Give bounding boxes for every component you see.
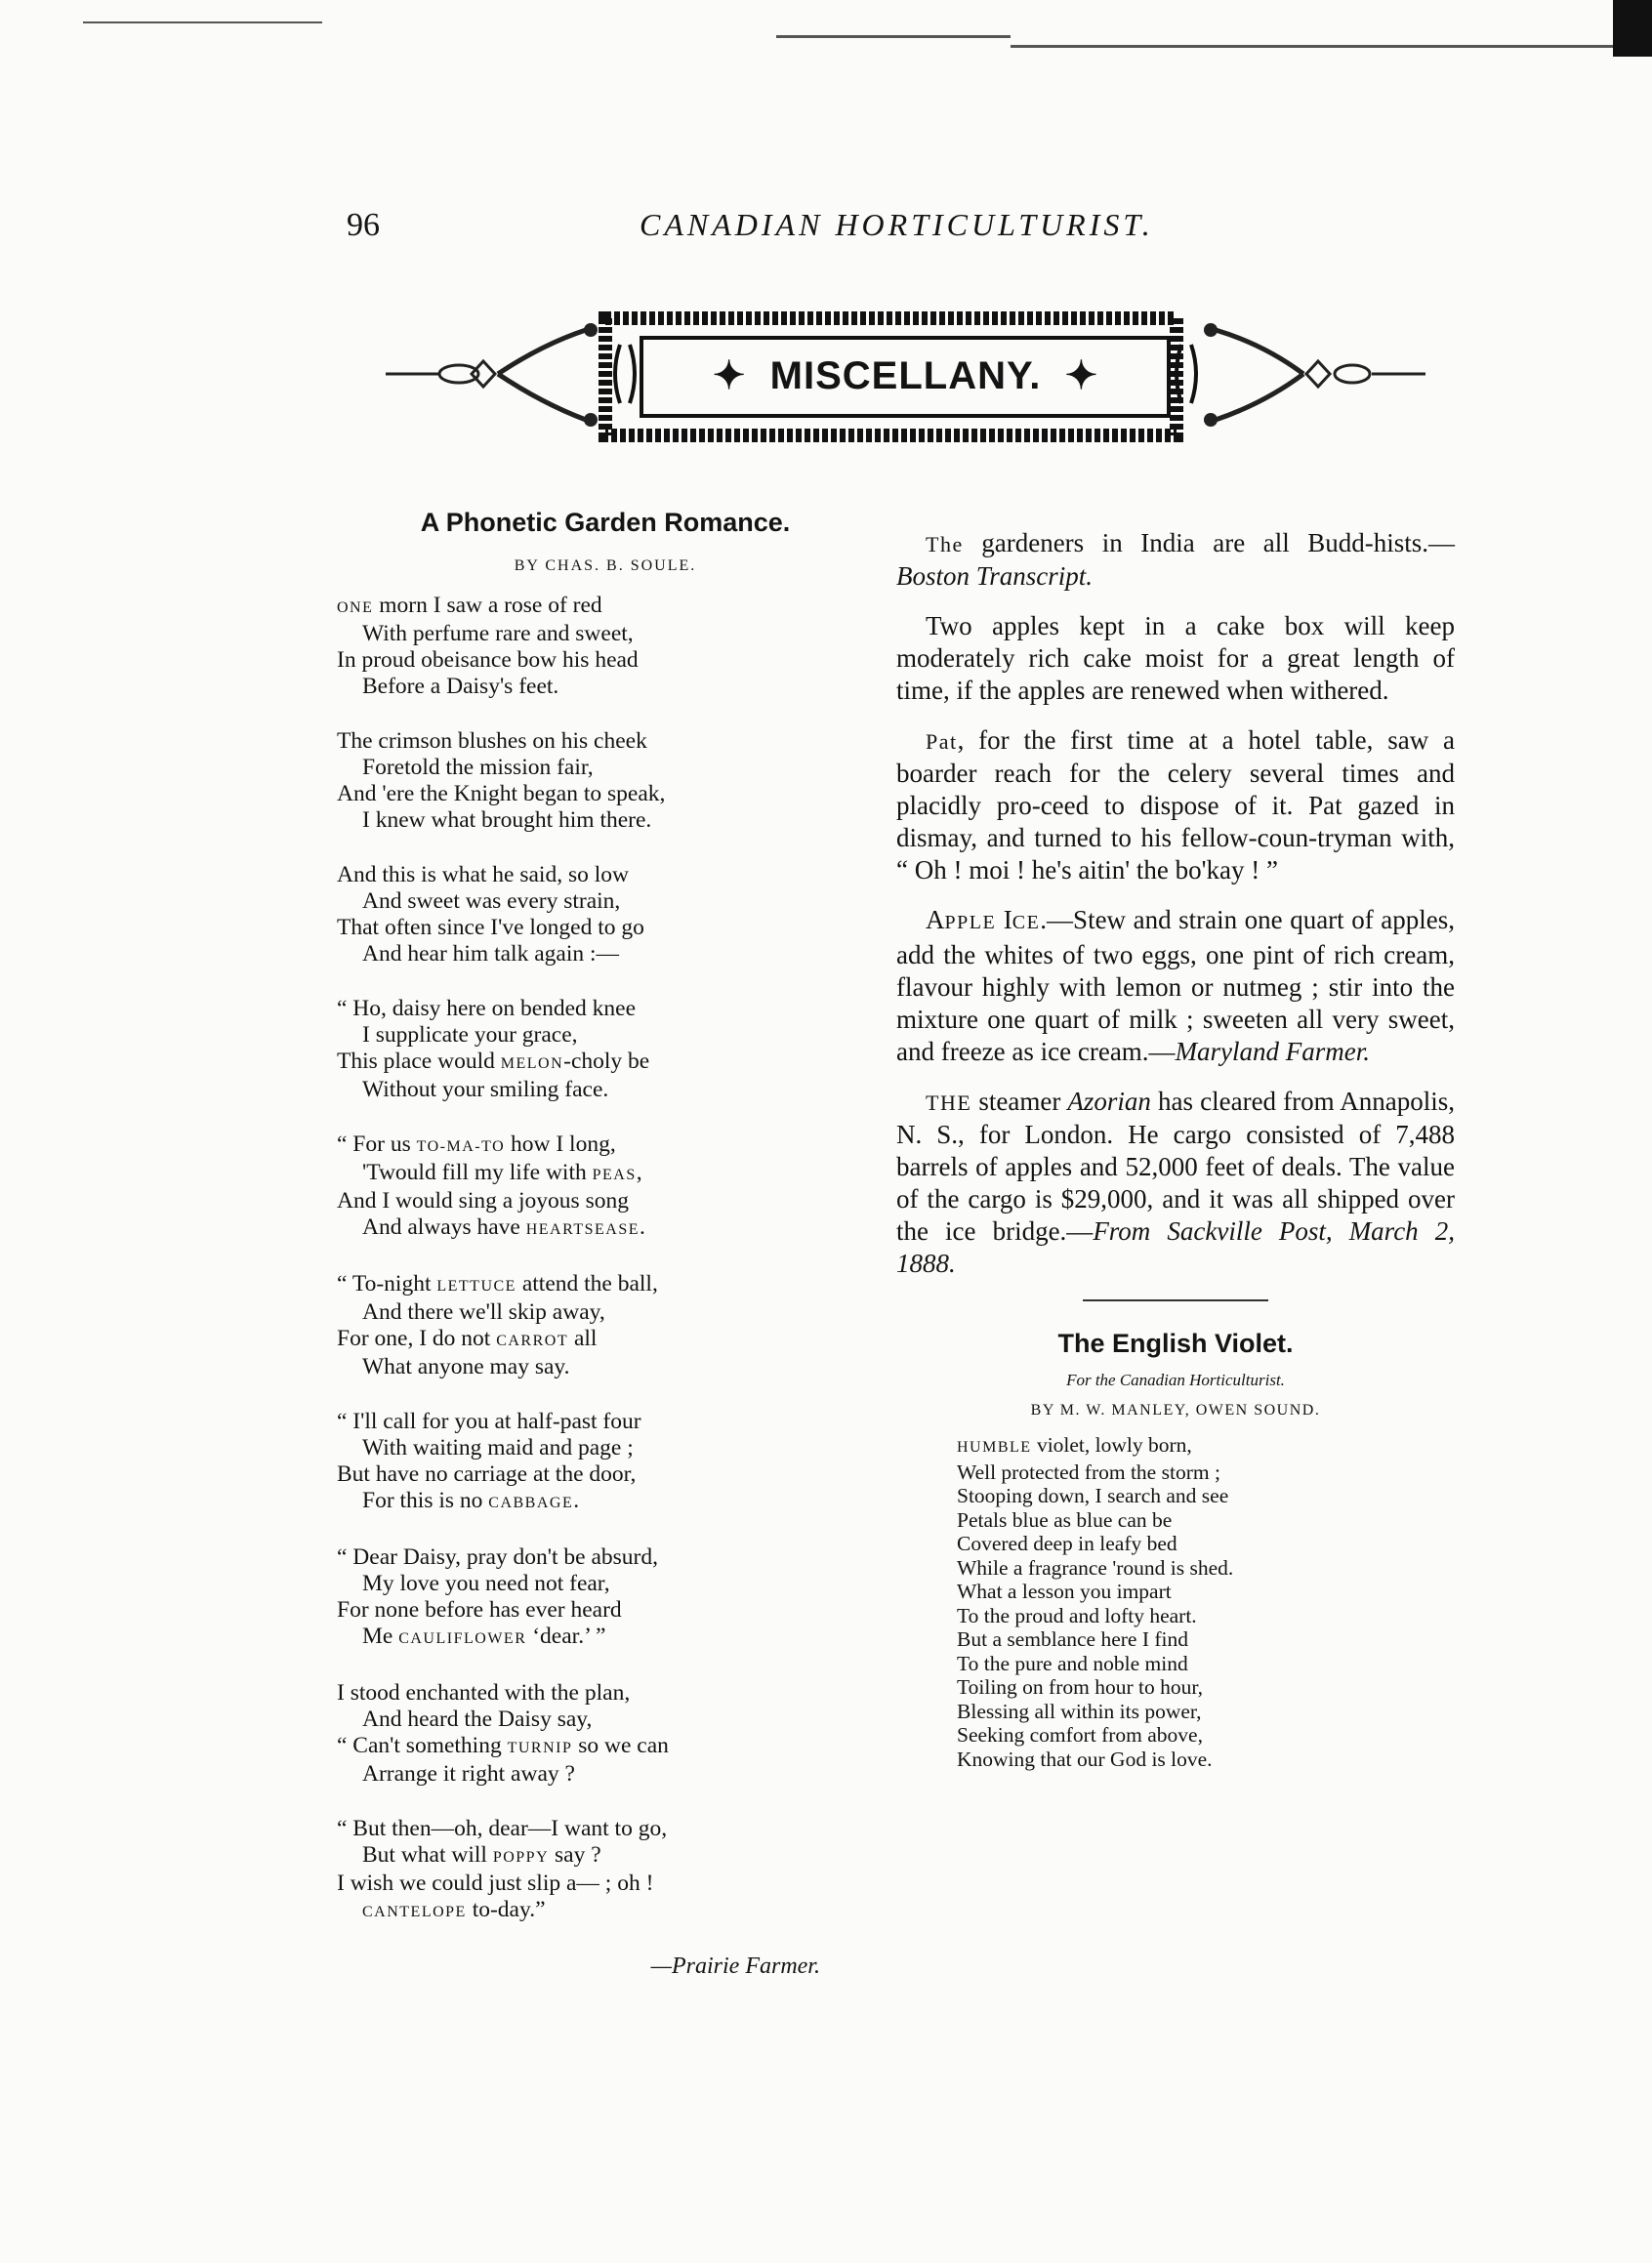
poem-stanza (337, 1132, 825, 1243)
poem-line: The crimson blushes on his cheek (337, 728, 647, 754)
poem-line: But what will POPPY say ? (362, 1842, 601, 1868)
poem-line: And there we'll skip away, (362, 1299, 605, 1325)
poem-line: CANTELOPE to-day.” (362, 1897, 546, 1922)
poem-line: And heard the Daisy say, (362, 1707, 593, 1732)
violet-poem-line: While a fragrance 'round is shed. (957, 1555, 1234, 1580)
poem-line: But have no carriage at the door, (337, 1461, 637, 1487)
violet-poem-line: Well protected from the storm ; (957, 1460, 1220, 1484)
running-title: CANADIAN HORTICULTURIST. (640, 207, 1154, 242)
poem-line: Me CAULIFLOWER ‘dear.’ ” (362, 1624, 606, 1649)
violet-poem-line: Seeking comfort from above, (957, 1723, 1203, 1747)
poem-line: Arrange it right away ? (362, 1761, 575, 1787)
poem-line: For one, I do not CARROT all (337, 1326, 598, 1351)
section-divider (1083, 1299, 1268, 1301)
violet-poem-byline: BY M. W. MANLEY, OWEN SOUND. (1030, 1402, 1321, 1419)
violet-poem-title: The English Violet. (1057, 1329, 1294, 1358)
poem-stanza (337, 1680, 825, 1788)
poem-line: I knew what brought him there. (362, 807, 652, 833)
poem-line: I wish we could just slip a— ; oh ! (337, 1871, 654, 1896)
left-column (337, 508, 825, 1980)
scan-edge-line (83, 21, 322, 23)
running-header (347, 207, 1225, 256)
poem-line: “ But then—oh, dear—I want to go, (337, 1816, 668, 1841)
poem-line: “ Ho, daisy here on bended knee (337, 996, 637, 1021)
scan-edge-line (776, 35, 1011, 38)
paragraph-apple-ice: APPLE ICE.—Stew and strain one quart of apples, add the whites of two eggs, one pint of rich cream, flavour highly with lemon or nutmeg ; stir into the mixture one quart of milk ; sweeten all very sweet, and freeze as ice cream.—Maryland Farmer. (896, 905, 1455, 1066)
violet-poem-line: To the pure and noble mind (957, 1651, 1188, 1675)
poem-source: —Prairie Farmer. (650, 1954, 820, 1979)
poem-line: And always have HEARTSEASE. (362, 1214, 645, 1240)
paragraph-buddhists: The gardeners in India are all Budd-hists.—Boston Transcript. (896, 528, 1455, 591)
poem-line: And I would sing a joyous song (337, 1188, 629, 1214)
star-ornament-right: ✦ (1064, 354, 1099, 397)
poem-stanza (337, 1544, 825, 1652)
paragraph-apples-cake: Two apples kept in a cake box will keep moderately rich cake moist for a great length of time, if the apples are renewed when withered. (896, 611, 1455, 705)
paragraph-steamer-azorian: THE steamer Azorian has cleared from Annapolis, N. S., for London. He cargo consisted of 7,488 barrels of apples and 52,000 feet of deals. The value of the cargo is $29,000, and it was all shipped over the ice bridge.—From Sackville Post, March 2, 1888. (896, 1087, 1455, 1278)
poem-stanza (337, 1409, 825, 1516)
section-title: MISCELLANY. (769, 354, 1042, 397)
star-ornament-left: ✦ (712, 354, 747, 397)
poem-line: And 'ere the Knight began to speak, (337, 781, 666, 806)
violet-poem-line: Blessing all within its power, (957, 1699, 1202, 1723)
poem-line: Before a Daisy's feet. (362, 674, 559, 699)
violet-poem-line: Petals blue as blue can be (957, 1507, 1173, 1532)
poem-line: What anyone may say. (362, 1354, 570, 1379)
poem-line: For this is no CABBAGE. (362, 1488, 580, 1513)
violet-poem-line: Toiling on from hour to hour, (957, 1675, 1204, 1699)
poem-line: Foretold the mission fair, (362, 755, 594, 780)
poem-stanza (337, 996, 825, 1103)
poem-line: I stood enchanted with the plan, (337, 1680, 631, 1706)
section-banner (386, 310, 1425, 442)
page-number: 96 (347, 207, 380, 243)
scan-corner-mark (1613, 0, 1652, 57)
poem-line: And hear him talk again :— (362, 941, 619, 967)
poem-line: Without your smiling face. (362, 1077, 609, 1102)
banner-title (649, 342, 1162, 410)
poem-line: And sweet was every strain, (362, 888, 621, 914)
poem-line: That often since I've longed to go (337, 915, 644, 940)
right-column (896, 527, 1455, 1771)
poem-line: “ To-night LETTUCE attend the ball, (337, 1271, 658, 1296)
poem-line: “ For us TO-MA-TO how I long, (337, 1132, 616, 1157)
poem-line: With waiting maid and page ; (362, 1435, 634, 1461)
poem-line: This place would MELON-choly be (337, 1049, 650, 1074)
poem-line: “ Can't something TURNIP so we can (337, 1733, 669, 1758)
poem-stanza (337, 1816, 825, 1925)
scan-edge-line (1011, 45, 1616, 48)
poem-line: With perfume rare and sweet, (362, 621, 634, 646)
violet-poem-line: Covered deep in leafy bed (957, 1532, 1177, 1555)
poem-stanza (337, 1271, 825, 1380)
violet-poem-line: What a lesson you impart (957, 1580, 1172, 1603)
poem-line: “ I'll call for you at half-past four (337, 1409, 641, 1434)
poem-line: “ Dear Daisy, pray don't be absurd, (337, 1544, 658, 1570)
violet-poem-subtitle: For the Canadian Horticulturist. (1066, 1371, 1285, 1389)
poem-line: My love you need not fear, (362, 1571, 610, 1596)
paragraph-pat-hotel: Pat, for the first time at a hotel table, saw a boarder reach for the celery several times and placidly pro-ceed to dispose of it. Pat gazed in dismay, and turned to his fellow-coun-tryman with, “ Oh ! moi ! he's aitin' the bo'kay ! ” (896, 725, 1455, 885)
violet-poem-line: To the proud and lofty heart. (957, 1603, 1197, 1627)
violet-poem-line: Stooping down, I search and see (957, 1484, 1229, 1507)
violet-poem-body (896, 1433, 1455, 1771)
poem-byline: BY CHAS. B. SOULE. (514, 557, 697, 574)
poem-line: I supplicate your grace, (362, 1022, 578, 1048)
poem-stanza (337, 593, 825, 700)
violet-poem-line: But a semblance here I find (957, 1627, 1189, 1651)
poem-body (337, 593, 825, 1925)
violet-poem-line: HUMBLE violet, lowly born, (957, 1433, 1192, 1457)
poem-line: And this is what he said, so low (337, 862, 629, 887)
poem-line: ONE morn I saw a rose of red (337, 593, 602, 618)
poem-stanza (337, 728, 825, 834)
poem-line: 'Twould fill my life with PEAS, (362, 1160, 642, 1185)
poem-line: In proud obeisance bow his head (337, 647, 639, 673)
violet-poem-line: Knowing that our God is love. (957, 1747, 1213, 1771)
poem-stanza (337, 862, 825, 967)
poem-title: A Phonetic Garden Romance. (420, 508, 791, 537)
poem-line: For none before has ever heard (337, 1597, 622, 1623)
